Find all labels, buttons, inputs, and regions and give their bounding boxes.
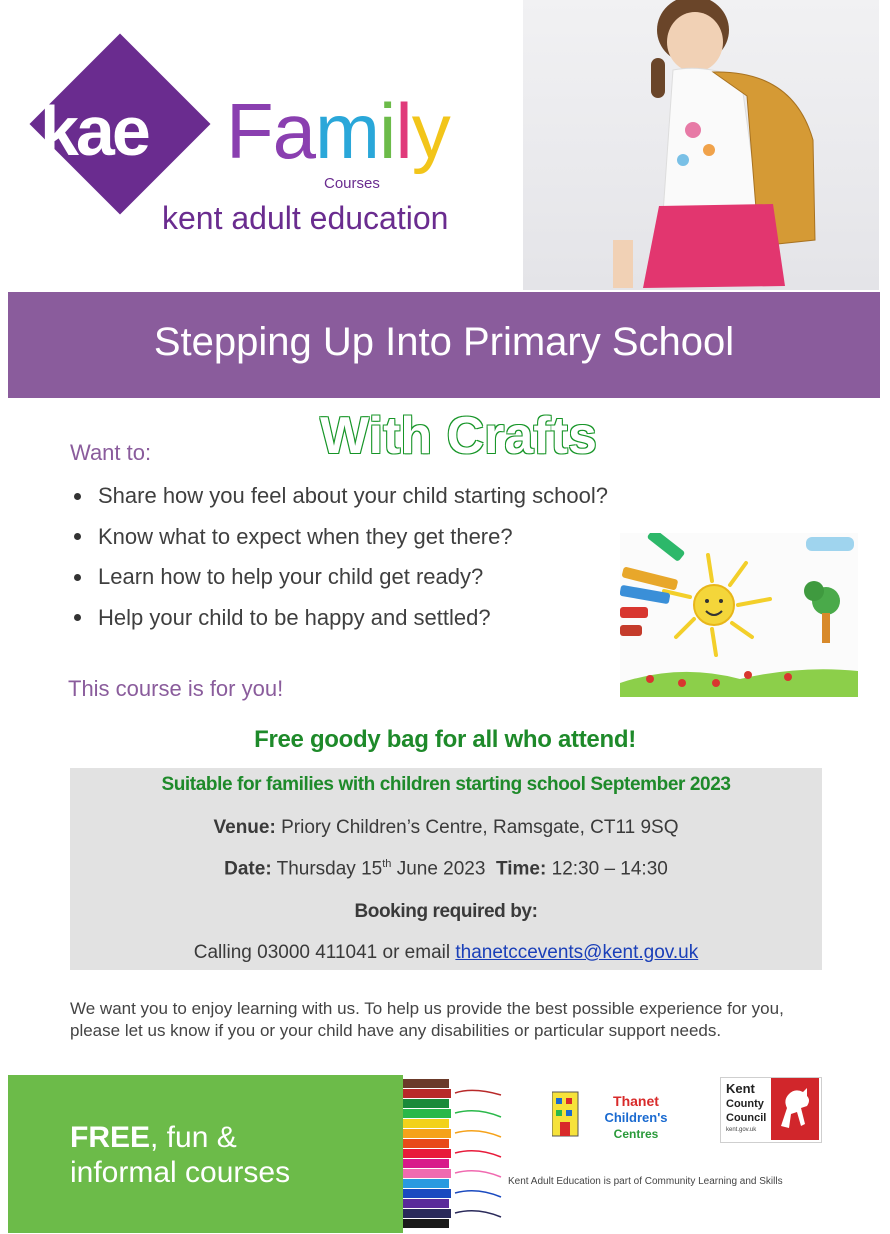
course-title: Stepping Up Into Primary School [153,320,735,364]
family-letter: a [272,87,316,175]
time-value: 12:30 – 14:30 [551,858,668,880]
bullet-icon [74,533,81,540]
kcc-line: County [726,1097,764,1110]
list-item [72,557,608,598]
goody-bag-notice: Free goody bag for all who attend! [254,726,636,753]
svg-text:Children's: Children's [604,1110,668,1125]
community-learning-note: Kent Adult Education is part of Community Learning and Skills [508,1176,783,1187]
child-backpack-photo [523,0,879,290]
bullet-text: Help your child to be happy and settled? [98,604,491,630]
list-item [72,476,608,517]
svg-text:Centres: Centres [613,1127,659,1141]
bullet-text: Know what to expect when they get there? [98,523,513,549]
suitability-note: Suitable for families with children starting school September 2023 [161,774,731,795]
kcc-wordmark [726,1082,766,1125]
colored-pencils-image [403,1075,503,1233]
kcc-website: kent.gov.uk [726,1127,757,1133]
family-letter: l [395,87,412,175]
time-label: Time: [496,858,547,880]
venue-label: Venue: [213,817,276,838]
bullet-icon [74,574,81,581]
crayon-sun-drawing [620,533,858,697]
contact-text: Calling 03000 411041 or email [193,942,451,963]
svg-text:Thanet: Thanet [613,1093,659,1109]
family-letter: i [379,87,396,175]
family-letter: y [411,87,450,175]
bullet-icon [74,493,81,500]
family-logo-word [226,87,450,175]
kcc-line: Kent [726,1081,755,1096]
date-time-line [70,858,822,880]
support-note: We want you to enjoy learning with us. To help us provide the best possible experience for you, please let us know if you or your child have any disabilities or particular support needs. [70,999,784,1040]
contact-line [70,942,822,964]
logo-org-name: kent adult education [162,200,449,236]
family-letter: F [226,87,273,175]
kent-horse-emblem [771,1078,819,1140]
slogan-part-2: informal courses [70,1156,291,1190]
bullet-text: Share how you feel about your child starting school? [98,483,608,509]
free-word: FREE [70,1121,151,1154]
venue-line [70,817,822,839]
free-courses-slogan [70,1120,290,1191]
intro-closing: This course is for you! [68,676,284,701]
date-value-start: Thursday 15 [276,858,383,880]
logo-courses-label: Courses [324,175,380,192]
bullet-icon [74,614,81,621]
slogan-part-1: , fun & [150,1121,237,1154]
kae-logo-text: kae [40,92,148,170]
kcc-line: Council [726,1112,767,1125]
course-subtitle: With Crafts [320,407,597,465]
booking-heading: Booking required by: [354,901,538,922]
intro-bullet-list [72,476,608,638]
intro-heading: Want to: [70,440,152,465]
email-link[interactable]: thanetccevents@kent.gov.uk [455,942,699,963]
family-letter: m [315,87,380,175]
date-label: Date: [224,858,272,880]
bullet-text: Learn how to help your child get ready? [98,564,484,590]
list-item [72,598,608,639]
venue-value: Priory Children’s Centre, Ramsgate, CT11 9SQ [281,817,679,838]
date-ordinal: th [382,858,392,870]
date-value-end: June 2023 [396,858,486,880]
thanet-childrens-centres-logo [552,1088,690,1144]
list-item [72,517,608,558]
